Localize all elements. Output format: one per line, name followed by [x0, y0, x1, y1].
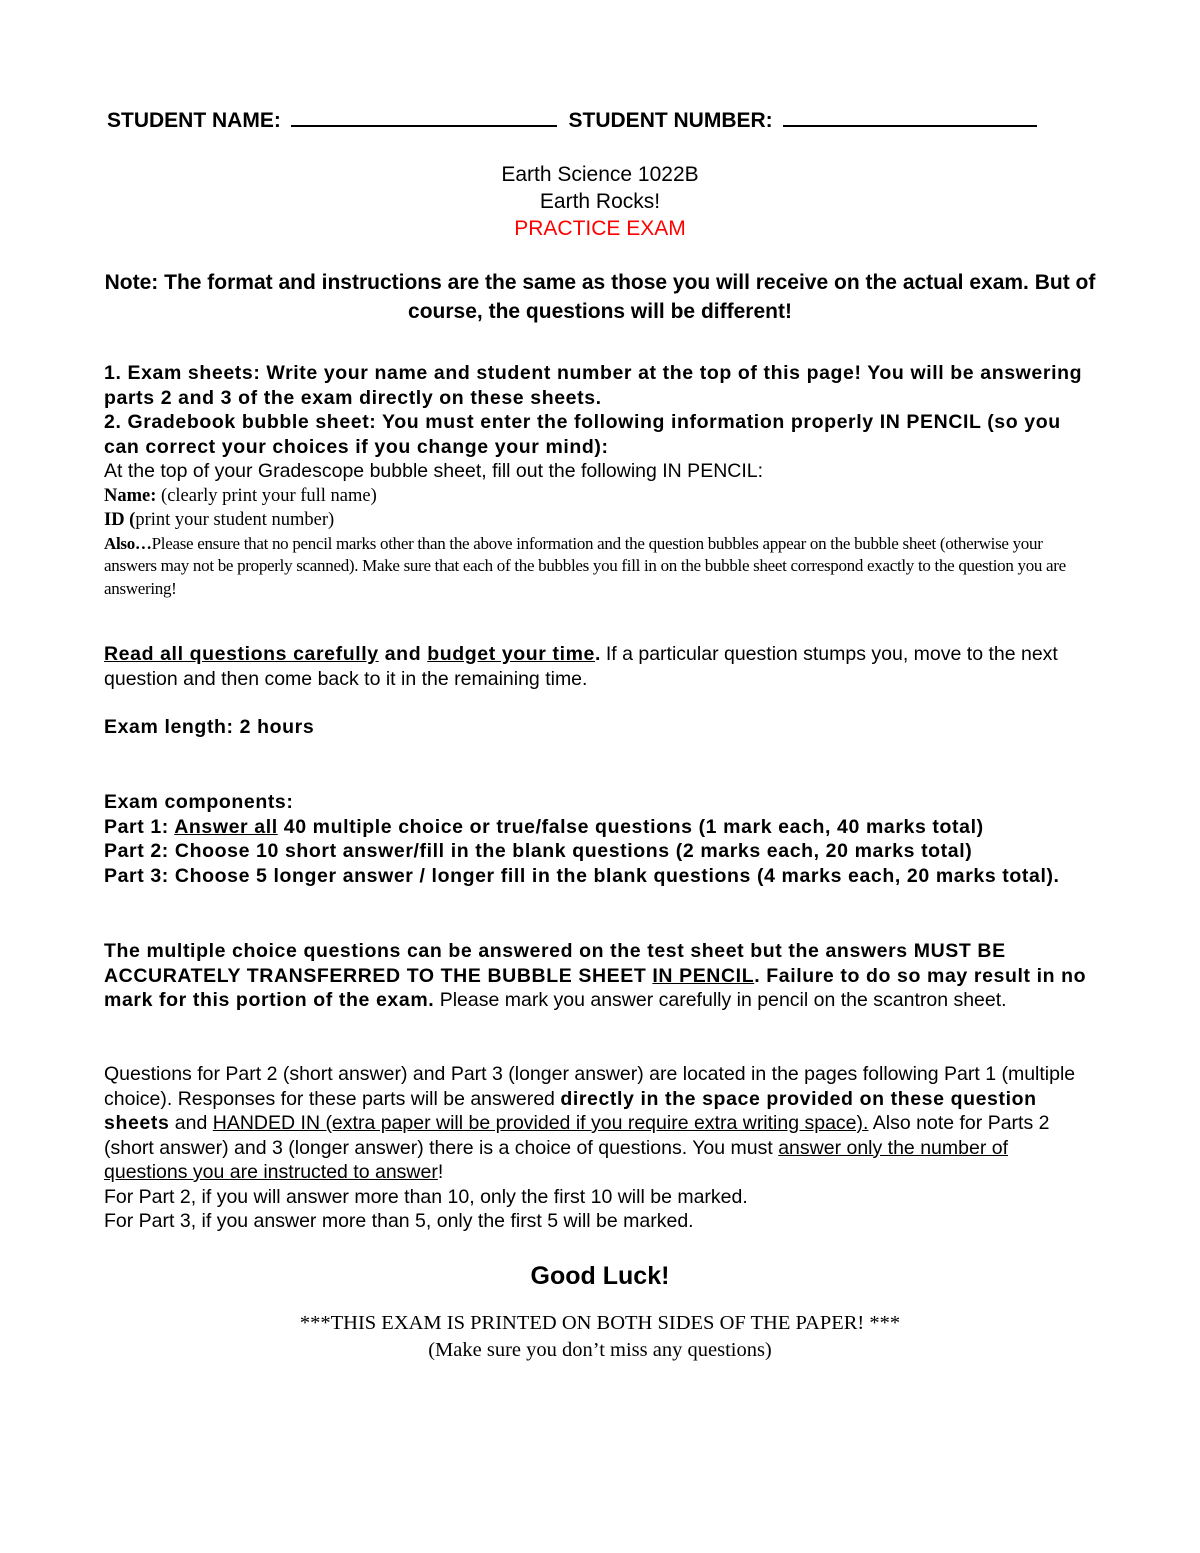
- title-block: [0, 161, 1200, 242]
- component-part1: [104, 815, 1094, 840]
- dont-miss-questions: (Make sure you don’t miss any questions): [428, 1339, 772, 1361]
- component-part3: Part 3: Choose 5 longer answer / longer fill in the blank questions (4 marks each, 20 marks total).: [104, 864, 1060, 887]
- read-and: and: [378, 643, 428, 665]
- student-number-label: STUDENT NUMBER:: [568, 109, 773, 132]
- printed-both-sides: ***THIS EXAM IS PRINTED ON BOTH SIDES OF THE PAPER! ***: [299, 1312, 901, 1334]
- mc-rest: Please mark you answer carefully in pencil on the scantron sheet.: [434, 989, 1007, 1011]
- instruction-also: [104, 533, 1094, 601]
- read-period: .: [595, 643, 601, 665]
- questions-answer-only: answer only the number of questions you are instructed to answer: [104, 1136, 1008, 1183]
- read-carefully-paragraph: [104, 642, 1094, 691]
- instruction-bubble-sheet: 2. Gradebook bubble sheet: You must enter the following information properly IN PENCIL (so you can correct your choices if you change your mind):: [104, 411, 1061, 458]
- student-info-header: [107, 107, 1043, 133]
- also-text: Please ensure that no pencil marks other than the above information and the question bubbles appear on the bubble sheet (otherwise your answers may not be properly scanned). Make sure that each of the bubbles you fill in on the bubble sheet correspond exactly to the question you are answering!: [104, 533, 1066, 598]
- exam-length: Exam length: 2 hours: [104, 716, 315, 738]
- good-luck: Good Luck!: [530, 1262, 670, 1290]
- instruction-id-line: [104, 508, 1094, 533]
- mc-bold-a: The multiple choice questions can be answered on the test sheet but the answers MUST BE ACCURATELY TRANSFERRED TO THE BUBBLE SHEET: [104, 940, 1006, 987]
- mc-bold-b: . Failure to do so may result in no mark for this portion of the exam.: [104, 964, 1087, 1011]
- instructions-block: [104, 361, 1094, 600]
- component-part2: Part 2: Choose 10 short answer/fill in the blank questions (2 marks each, 20 marks total): [104, 840, 973, 862]
- format-note: Note: The format and instructions are the same as those you will receive on the actual exam. But of course, the questions will be different!: [104, 271, 1096, 323]
- student-name-blank: [291, 107, 557, 127]
- exam-type: PRACTICE EXAM: [514, 217, 686, 240]
- questions-t4: !: [437, 1161, 444, 1183]
- read-rest: If a particular question stumps you, move to the next question and then come back to it in the remaining time.: [104, 643, 1058, 690]
- part3-rule: For Part 3, if you answer more than 5, only the first 5 will be marked.: [104, 1210, 694, 1232]
- closing-notice: [0, 1310, 1200, 1364]
- part1-prefix: Part 1:: [104, 815, 175, 838]
- questions-main: [104, 1062, 1094, 1185]
- course-title: Earth Science 1022B: [501, 163, 699, 186]
- questions-handed-in: HANDED IN (extra paper will be provided if you require extra writing space).: [212, 1112, 869, 1134]
- read-all-emphasis: Read all questions carefully: [104, 643, 379, 665]
- part1-answer-all: Answer all: [174, 815, 278, 838]
- name-field-label: Name:: [104, 485, 157, 506]
- student-number-blank: [783, 107, 1037, 127]
- questions-t3: Also note for Parts 2 (short answer) and 3 (longer answer) there is a choice of questions. You must: [104, 1112, 1050, 1159]
- questions-paragraph: [104, 1062, 1094, 1234]
- questions-t1: Questions for Part 2 (short answer) and Part 3 (longer answer) are located in the pages following Part 1 (multiple choice). Responses for these parts will be answered: [104, 1063, 1076, 1110]
- multiple-choice-paragraph: [104, 939, 1094, 1013]
- mc-in-pencil: IN PENCIL: [652, 964, 755, 987]
- part2-rule: For Part 2, if you will answer more than 10, only the first 10 will be marked.: [104, 1185, 748, 1208]
- name-field-text: (clearly print your full name): [156, 485, 377, 506]
- student-name-label: STUDENT NAME:: [107, 109, 281, 132]
- instruction-exam-sheets: 1. Exam sheets: Write your name and student number at the top of this page! You will be answering parts 2 and 3 of the exam directly on these sheets.: [104, 362, 1083, 409]
- instruction-name-line: [104, 484, 1094, 509]
- course-subtitle: Earth Rocks!: [539, 190, 661, 213]
- questions-directly: directly in the space provided on these question sheets: [104, 1087, 1037, 1134]
- questions-t2: and: [169, 1112, 213, 1134]
- id-field-label: ID (: [104, 510, 136, 530]
- budget-time-emphasis: budget your time: [427, 643, 596, 665]
- instruction-top-line: At the top of your Gradescope bubble sheet, fill out the following IN PENCIL:: [104, 460, 764, 482]
- components-heading: Exam components:: [104, 791, 294, 813]
- exam-components: [104, 790, 1094, 888]
- also-label: Also…: [104, 533, 152, 553]
- part1-rest: 40 multiple choice or true/false questions (1 mark each, 40 marks total): [277, 815, 984, 838]
- id-field-text: print your student number): [135, 510, 335, 530]
